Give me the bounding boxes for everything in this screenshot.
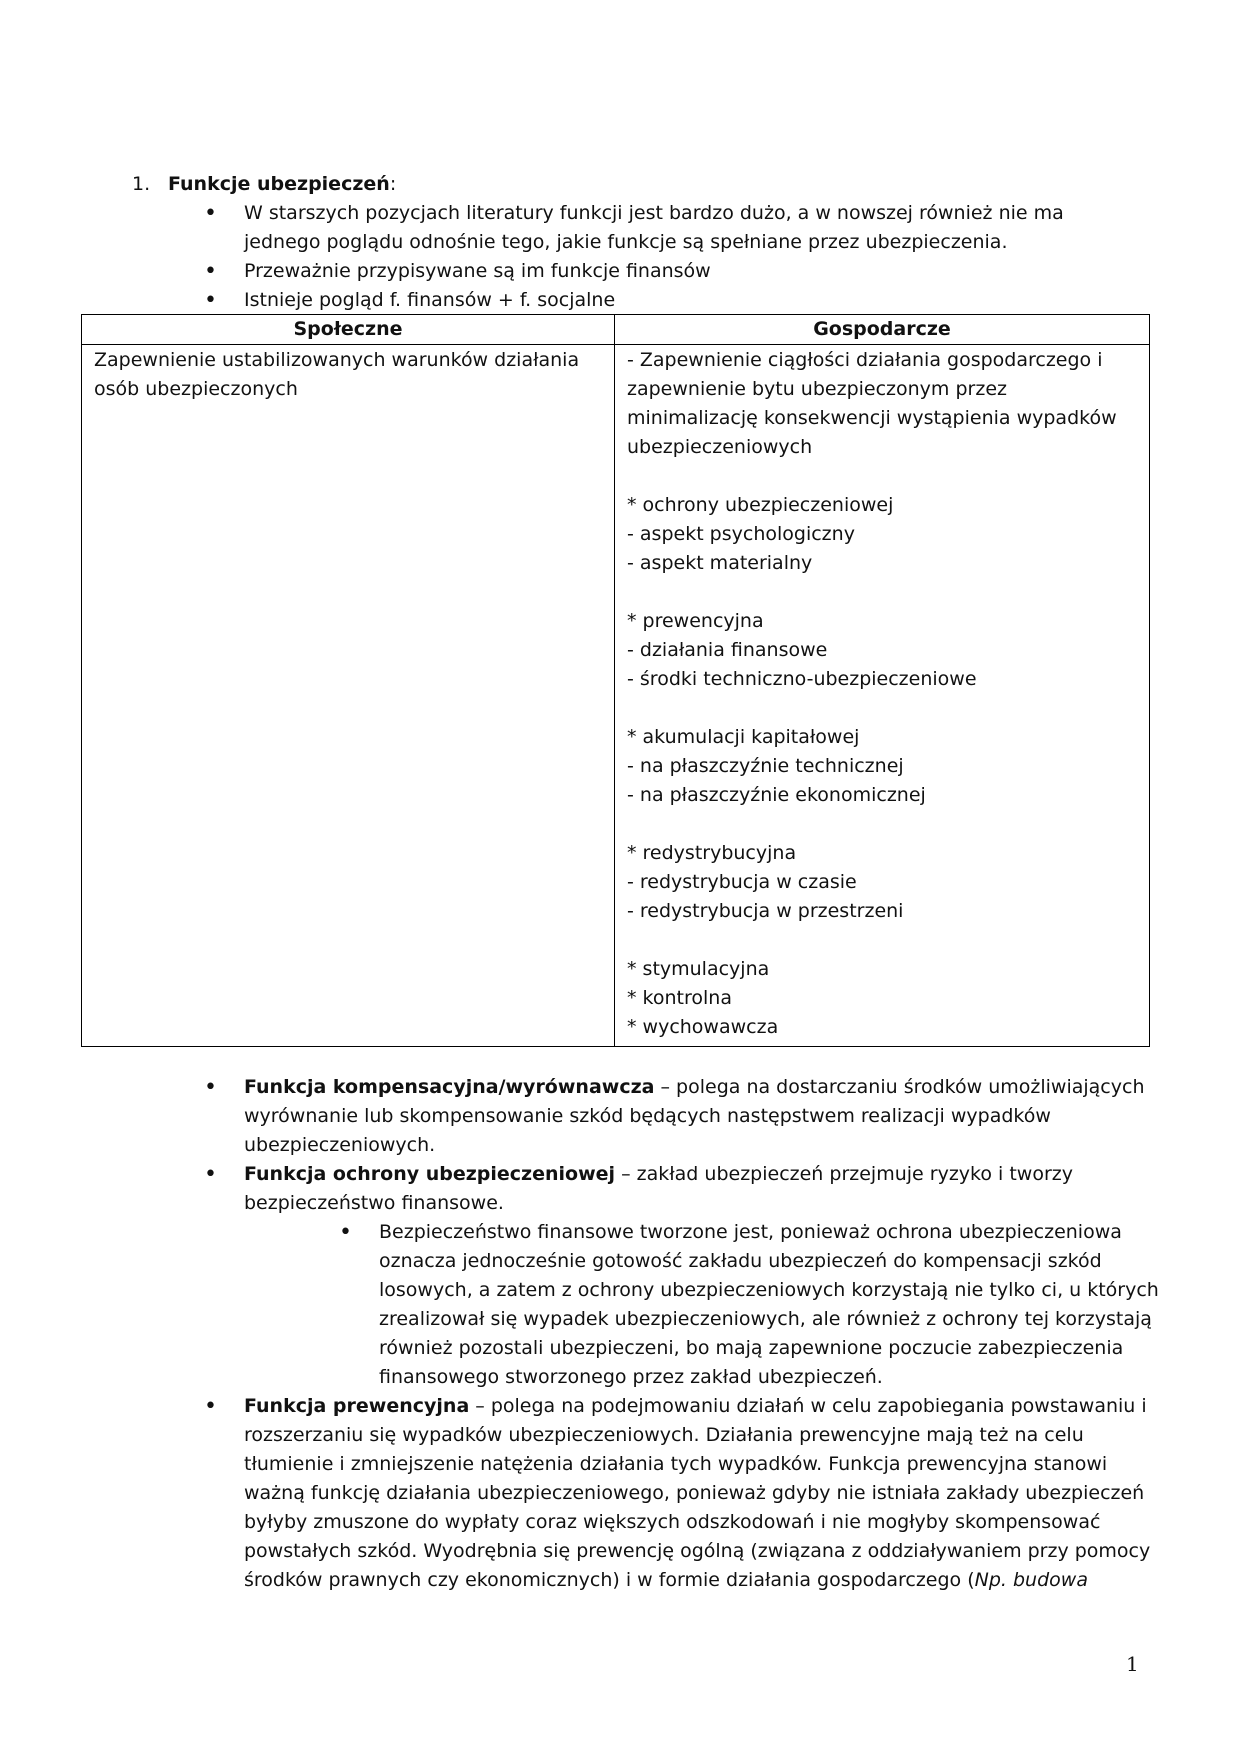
cell-line: zapewnienie bytu ubezpieczonym przez <box>627 378 1007 400</box>
section-colon: : <box>389 173 397 195</box>
bullet-lead: Funkcja kompensacyjna/wyrównawcza <box>244 1076 655 1098</box>
section-number: 1. <box>132 173 151 195</box>
cell-line: - aspekt psychologiczny <box>627 523 855 545</box>
list-item <box>204 1160 1164 1392</box>
bullet-text: – zakład ubezpieczeń przejmuje ryzyko i tworzy bezpieczeństwo finansowe. <box>244 1163 1073 1214</box>
section-heading <box>132 170 396 199</box>
cell-line: - aspekt materialny <box>627 552 813 574</box>
cell-line: * stymulacyjna <box>627 958 770 980</box>
sub-list <box>244 1218 1164 1392</box>
list-item: • Istnieje pogląd f. finansów + f. socjalne <box>204 286 1124 315</box>
list-item <box>204 1073 1164 1160</box>
header-spoleczne: Społeczne <box>82 315 615 345</box>
cell-line <box>627 578 1139 607</box>
cell-line: * ochrony ubezpieczeniowej <box>627 494 894 516</box>
bullet-text: – polega na podejmowaniu działań w celu zapobiegania powstawaniu i rozszerzaniu się wypadków ubezpieczeniowych. Działania prewencyjne mają też na celu tłumienie i zmniejszenie natężenia działania tych wypadków. Funkcja prewencyjna stanowi ważną funkcję działania ubezpieczeniowego, ponieważ gdyby nie istniała zakłady ubezpieczeń byłyby zmuszone do wypłaty coraz większych odszkodowań i nie mogłyby skompensować powstałych szkód. Wyodrębnia się prewencję ogólną (związana z oddziaływaniem przy pomocy środków prawnych czy ekonomicznych) i w formie działania gospodarczego ( <box>244 1395 1151 1591</box>
bullet-lead: Funkcja ochrony ubezpieczeniowej <box>244 1163 616 1185</box>
intro-bullet-list <box>204 199 1124 315</box>
cell-line <box>627 694 1139 723</box>
cell-line: * redystrybucyjna <box>627 842 797 864</box>
table-row <box>82 345 1150 1047</box>
cell-line: - na płaszczyźnie ekonomicznej <box>627 784 926 806</box>
sub-list-item: • Bezpieczeństwo finansowe tworzone jest, ponieważ ochrona ubezpieczeniowa oznacza jednocześnie gotowość zakładu ubezpieczeń do kompensacji szkód losowych, a zatem z ochrony ubezpieczeniowych korzystają nie tylko ci, u których zrealizował się wypadek ubezpieczeniowych, ale również z ochrony tej korzystają również pozostali ubezpieczeni, bo mają zapewnione poczucie zabezpieczenia finansowego stworzonego przez zakład ubezpieczeń. <box>339 1218 1164 1392</box>
economic-functions-cell <box>615 345 1150 1047</box>
cell-line <box>627 926 1139 955</box>
cell-line: * wychowawcza <box>627 1016 779 1038</box>
bullet-text: – polega na dostarczaniu środków umożliwiających wyrównanie lub skompensowanie szkód będących następstwem realizacji wypadków ubezpieczeniowych. <box>244 1076 1145 1156</box>
cell-line: - Zapewnienie ciągłości działania gospodarczego i <box>627 349 1103 371</box>
functions-table <box>81 314 1150 1047</box>
bullet-italic: Np. budowa <box>974 1569 1088 1591</box>
functions-bullet-list <box>204 1073 1164 1595</box>
list-item: • Przeważnie przypisywane są im funkcje finansów <box>204 257 1124 286</box>
bullet-lead: Funkcja prewencyjna <box>244 1395 470 1417</box>
cell-line: - redystrybucja w czasie <box>627 871 857 893</box>
cell-line: ubezpieczeniowych <box>627 436 813 458</box>
table-header-row <box>82 315 1150 345</box>
cell-line: - na płaszczyźnie technicznej <box>627 755 904 777</box>
cell-line: * kontrolna <box>627 987 732 1009</box>
cell-line: * prewencyjna <box>627 610 764 632</box>
page-number: 1 <box>1126 1652 1139 1676</box>
cell-line <box>627 810 1139 839</box>
list-item: • W starszych pozycjach literatury funkcji jest bardzo dużo, a w nowszej również nie ma jednego poglądu odnośnie tego, jakie funkcje są spełniane przez ubezpieczenia. <box>204 199 1124 257</box>
cell-line: minimalizację konsekwencji wystąpienia wypadków <box>627 407 1117 429</box>
list-item <box>204 1392 1164 1595</box>
cell-line: - środki techniczno-ubezpieczeniowe <box>627 668 977 690</box>
cell-line <box>627 462 1139 491</box>
section-title: Funkcje ubezpieczeń <box>168 173 390 195</box>
cell-line: * akumulacji kapitałowej <box>627 726 860 748</box>
cell-line: - działania finansowe <box>627 639 828 661</box>
social-functions-cell: Zapewnienie ustabilizowanych warunków działania osób ubezpieczonych <box>82 345 615 1047</box>
header-gospodarcze: Gospodarcze <box>615 315 1150 345</box>
cell-line: - redystrybucja w przestrzeni <box>627 900 904 922</box>
